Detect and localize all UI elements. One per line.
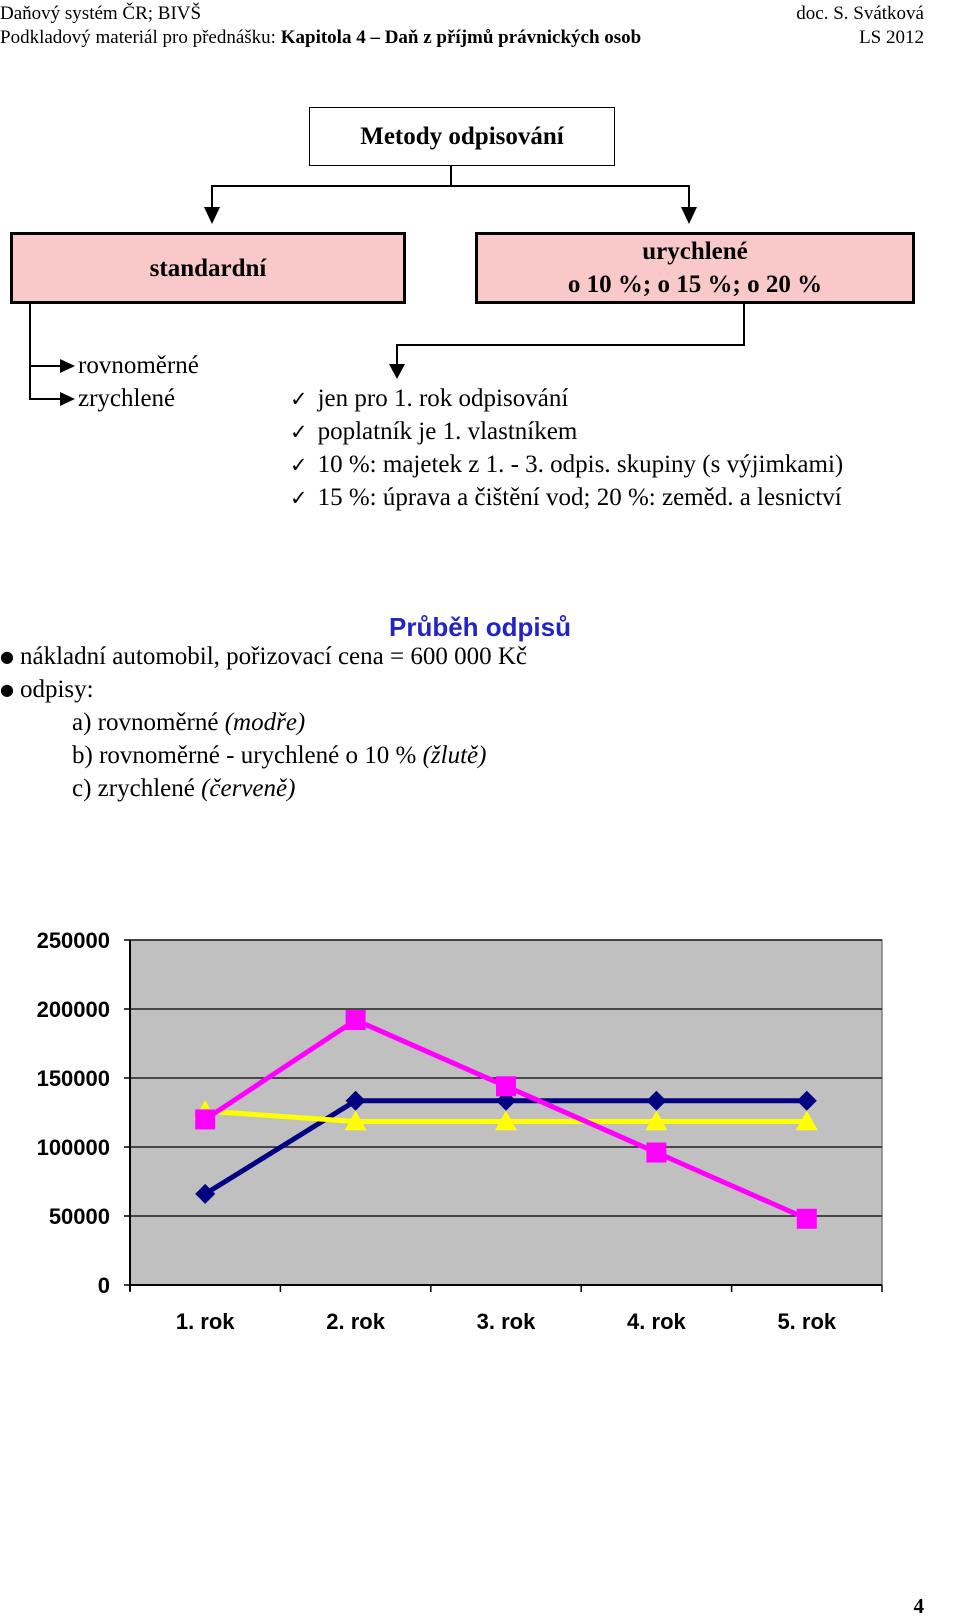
accelerated-item-4	[290, 481, 842, 515]
x-tick-label: 5. rok	[777, 1309, 837, 1334]
accelerated-vertical	[743, 304, 745, 346]
standard-item-1: rovnoměrné	[78, 352, 199, 379]
sub-item-b	[72, 739, 486, 772]
sub-item-c-text: c) zrychlené	[72, 775, 202, 802]
arrowhead-standard-1	[60, 359, 76, 373]
root-box	[309, 107, 615, 166]
check-icon: ✓	[290, 453, 308, 477]
arrowhead-left	[204, 207, 220, 225]
branch-left-down	[211, 185, 213, 209]
sub-item-b-note: (žlutě)	[422, 742, 487, 769]
header-right-line1: doc. S. Svátková	[796, 3, 924, 24]
accelerated-item-3	[290, 448, 843, 482]
bullet-icon: ●	[0, 680, 14, 699]
standard-vertical	[29, 304, 31, 400]
branch-horizontal	[211, 185, 689, 187]
accelerated-label-2: o 10 %; o 15 %; o 20 %	[567, 271, 823, 298]
y-tick-label: 50000	[48, 1204, 110, 1229]
header-left-line2	[0, 27, 641, 49]
y-tick-label: 0	[97, 1273, 110, 1298]
accelerated-item-2-text: poplatník je 1. vlastníkem	[317, 418, 578, 445]
accelerated-label-1: urychlené	[642, 238, 748, 265]
standard-arrow-2	[29, 398, 61, 400]
check-icon: ✓	[290, 486, 308, 510]
accelerated-item-2	[290, 415, 577, 449]
sub-item-c-note: (červeně)	[201, 775, 296, 802]
bullet-2	[0, 673, 94, 708]
page-number: 4	[913, 1594, 924, 1618]
root-label: Metody odpisování	[360, 123, 564, 150]
x-tick-label: 2. rok	[326, 1309, 385, 1334]
depreciation-chart	[0, 920, 960, 1360]
check-icon: ✓	[290, 420, 308, 444]
standard-arrow-1	[29, 365, 61, 367]
data-point-square	[195, 1109, 215, 1129]
bullet-1-text: nákladní automobil, pořizovací cena = 600 000 Kč	[19, 643, 527, 670]
header-chapter: Kapitola 4 – Daň z příjmů právnických osob	[280, 27, 642, 48]
y-tick-label: 250000	[36, 928, 110, 953]
section-title: Průběh odpisů	[389, 612, 571, 642]
root-stem	[450, 166, 452, 186]
bullet-2-text: odpisy:	[19, 676, 94, 703]
check-icon: ✓	[290, 387, 308, 411]
sub-item-a-text: a) rovnoměrné	[72, 709, 225, 736]
header-left-line1: Daňový systém ČR; BIVŠ	[0, 3, 202, 24]
y-tick-label: 200000	[36, 997, 110, 1022]
x-tick-label: 1. rok	[175, 1309, 235, 1334]
data-point-square	[496, 1076, 516, 1096]
x-tick-label: 4. rok	[627, 1309, 686, 1334]
data-point-square	[646, 1143, 666, 1163]
accelerated-item-1	[290, 382, 568, 416]
sub-item-c	[72, 772, 295, 805]
bullet-1	[0, 640, 527, 675]
accelerated-horizontal	[396, 344, 745, 346]
sub-item-a-note: (modře)	[224, 709, 306, 736]
x-tick-label: 3. rok	[476, 1309, 536, 1334]
data-point-square	[346, 1010, 366, 1030]
header-prefix: Podkladový materiál pro přednášku:	[0, 27, 281, 48]
sub-item-b-text: b) rovnoměrné - urychlené o 10 %	[72, 742, 423, 769]
accelerated-item-1-text: jen pro 1. rok odpisování	[317, 385, 569, 412]
bullet-icon: ●	[0, 647, 14, 666]
accelerated-item-4-text: 15 %: úprava a čištění vod; 20 %: zeměd. a lesnictví	[317, 484, 842, 511]
standard-label: standardní	[149, 254, 267, 282]
accelerated-item-3-text: 10 %: majetek z 1. - 3. odpis. skupiny (s výjimkami)	[317, 451, 844, 478]
standard-item-2: zrychlené	[78, 385, 176, 412]
arrowhead-accelerated	[389, 364, 405, 380]
data-point-square	[797, 1209, 817, 1229]
y-tick-label: 100000	[36, 1135, 110, 1160]
accelerated-down	[396, 344, 398, 366]
header-right-line2: LS 2012	[859, 27, 924, 48]
standard-box	[10, 232, 406, 304]
arrowhead-standard-2	[60, 392, 76, 406]
arrowhead-right	[681, 207, 697, 225]
branch-right-down	[688, 185, 690, 209]
sub-item-a	[72, 706, 305, 739]
accelerated-box	[475, 232, 915, 304]
y-tick-label: 150000	[36, 1066, 110, 1091]
